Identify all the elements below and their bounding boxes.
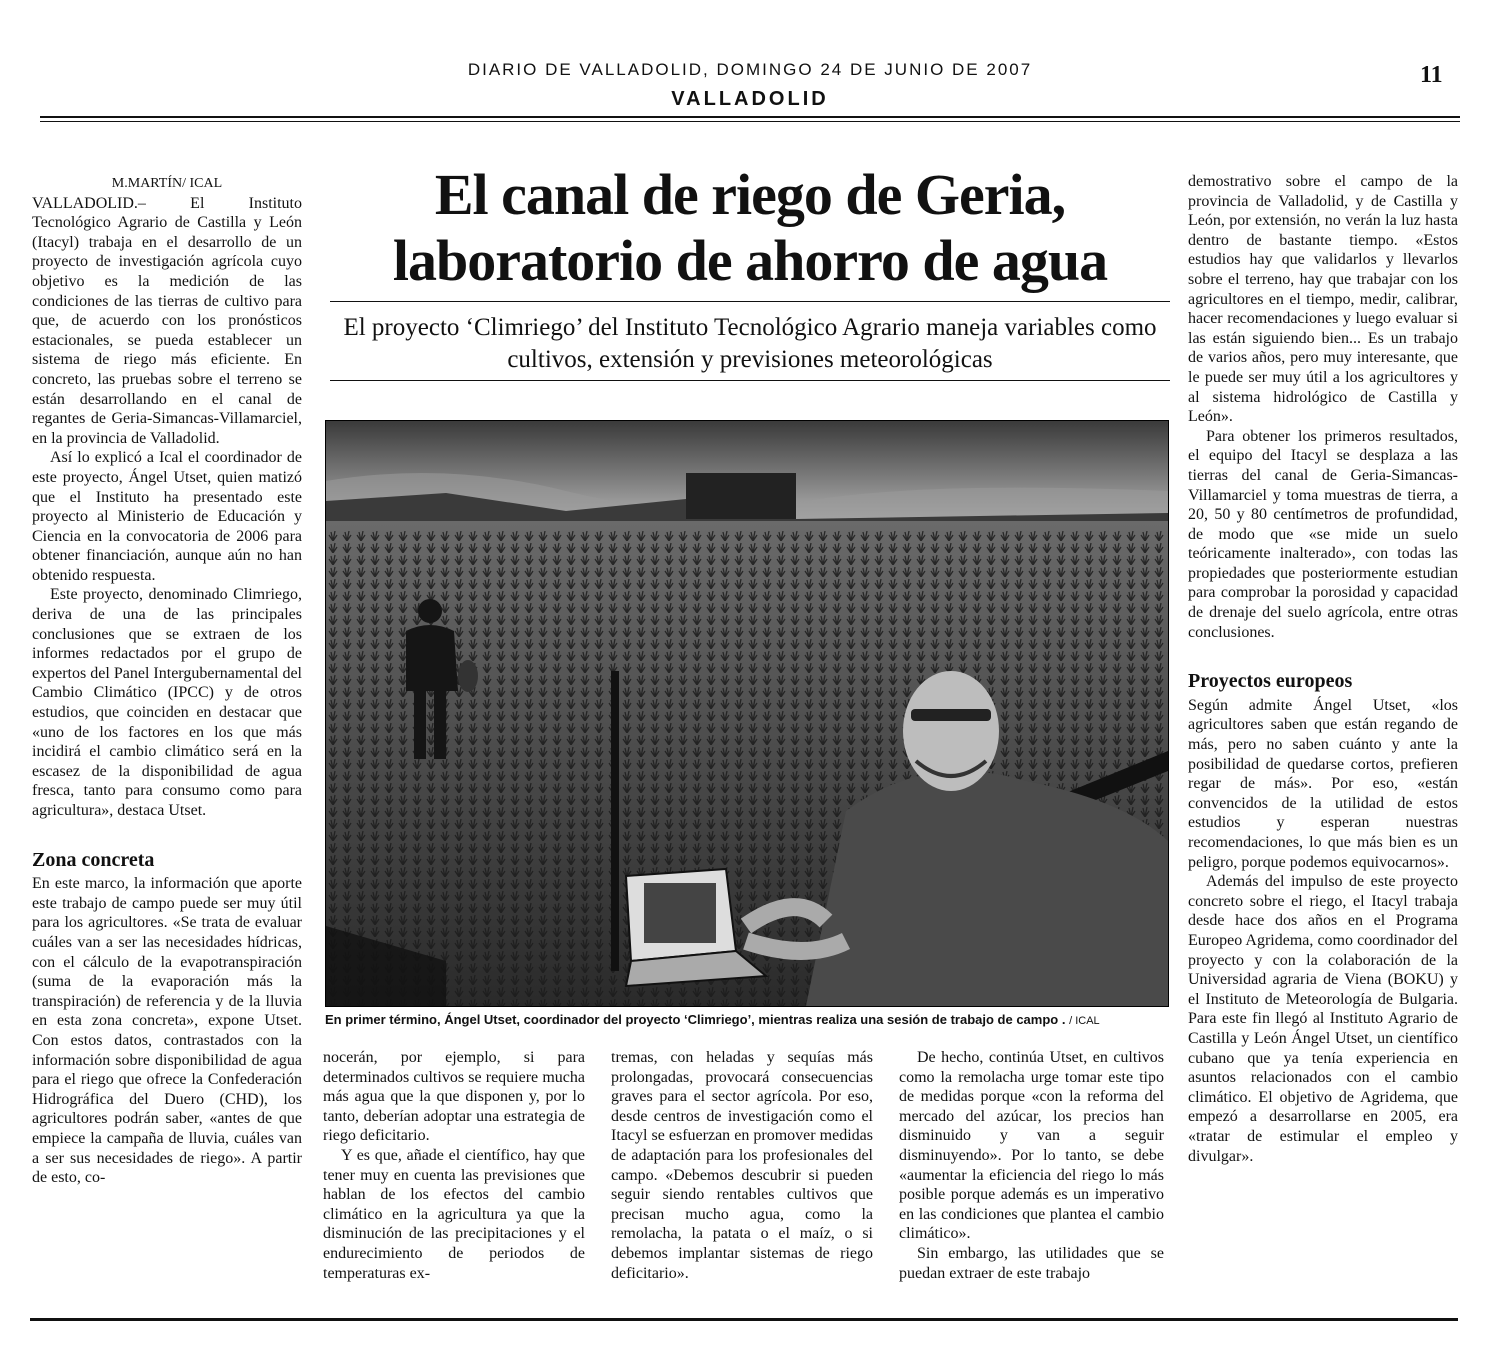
paragraph: En este marco, la información que aporte este trabajo de campo puede ser muy útil para los agricultores. «Se trata de evaluar cuáles van a ser las necesidades hídricas, con el cálculo de la evapotranspiración (suma de la evaporación más la transpiración) de referencia y de la lluvia en esta zona concreta», expone Utset. Con estos datos, contrastados con la información sobre disponibilidad de agua para el riego que ofrece la Confederación Hidrográfica del Duero (CHD), los agricultores podrán saber, «antes de que empiece la campaña de lluvia, cuáles van a ser sus necesidades de riego». A partir de esto, co- xyxy=(32,875,302,1187)
headline-line-1: El canal de riego de Geria, xyxy=(434,162,1066,227)
paragraph: De hecho, continúa Utset, en cultivos como la remolacha urge tomar este tipo de medidas porque «con la reforma del mercado del azúcar, los precios han disminuido y van a seguir disminuyendo». Por lo tanto, se debe «aumentar la eficiencia del riego lo más posible porque además es un imperativo en las condiciones que plantea el cambio climático». xyxy=(899,1049,1164,1243)
page-number: 11 xyxy=(1420,62,1443,88)
paragraph: Y es que, añade el científico, hay que tener muy en cuenta las previsiones que hablan de los efectos del cambio climático en la agricultura ya que la disminución de las precipitaciones y el endurecimiento de periodos de temperaturas ex- xyxy=(323,1146,585,1282)
column-3 xyxy=(611,1048,873,1283)
paragraph: demostrativo sobre el campo de la provincia de Valladolid, y de Castilla y León, por extensión, no verán la luz hasta dentro de bastante tiempo. «Estos estudios hay que validarlos y llevarlos sobre el terreno, hay que trabajar con los agricultores en el tiempo, medir, calibrar, hacer recomendaciones y luego evaluar si las están siguiendo bien... Es un trabajo de varios años, pero muy interesante, que le puede ser muy útil a los agricultores y al sistema hidrológico de Castilla y León». xyxy=(1188,173,1458,426)
masthead: DIARIO DE VALLADOLID, DOMINGO 24 DE JUNIO DE 2007 xyxy=(467,60,1033,79)
deck-rule-top xyxy=(330,301,1170,302)
paragraph: nocerán, por ejemplo, si para determinados cultivos se requiere mucha más agua que la que disponen y, por lo tanto, deberían adoptar una estrategia de riego deficitario. xyxy=(323,1049,585,1145)
headline xyxy=(330,162,1170,294)
column-5 xyxy=(1188,172,1458,1166)
article-photo xyxy=(325,420,1169,1007)
section-title: VALLADOLID xyxy=(671,88,829,110)
paragraph: Según admite Ángel Utset, «los agricultores saben que están regando de más, pero no saben cuánto y ante la posibilidad de quedarse cortos, prefieren regar de más». Por eso, «están convencidos de la utilidad de estos estudios y esperan nuestras recomendaciones, lo que más bien es un peligro, porque podemos equivocarnos». xyxy=(1188,696,1458,871)
byline: M.MARTÍN/ ICAL xyxy=(111,176,223,191)
paragraph: Sin embargo, las utilidades que se puedan extraer de este trabajo xyxy=(899,1244,1164,1282)
column-2 xyxy=(323,1048,585,1283)
headline-line-2: laboratorio de ahorro de agua xyxy=(392,228,1108,293)
paragraph: Además del impulso de este proyecto concreto sobre el riego, el Itacyl trabaja desde hace dos años en el Programa Europeo Agridema, como coordinador del proyecto y con la colaboración de la Universidad agraria de Viena (BOKU) y el Instituto de Meteorología de Bulgaria. Para este fin llegó al Instituto Agrario de Castilla y León Ángel Utset, un científico cubano que ya tenía experiencia en asuntos relacionados con el cambio climático. El objetivo de Agridema, que empezó a desarrollarse en 2005, era «tratar de estimular el empleo y divulgar». xyxy=(1188,873,1458,1165)
subheading-proyectos-europeos: Proyectos europeos xyxy=(1188,670,1353,693)
paragraph: Así lo explicó a Ical el coordinador de este proyecto, Ángel Utset, quien matizó que el Instituto ha presentado este proyecto al Ministerio de Educación y Ciencia en la convocatoria de 2006 para obtener financiación, aunque aún no han obtenido respuesta. xyxy=(32,449,302,584)
caption-text: En primer término, Ángel Utset, coordinador del proyecto ‘Climriego’, mientras realiza una sesión de trabajo de campo . xyxy=(325,1012,1066,1027)
field-photo-illustration xyxy=(326,421,1168,1006)
column-1 xyxy=(32,174,302,1188)
header-rule-top xyxy=(40,116,1460,118)
paragraph: Para obtener los primeros resultados, el equipo del Itacyl se desplaza a las tierras del canal de Geria-Simancas-Villamarciel y toma muestras de tierra, a 20, 50 y 80 centímetros de profundidad, de modo que «se mide un suelo teóricamente inalterado», con todas las propiedades que posteriormente estudian para comprobar la porosidad y capacidad de drenaje del suelo agrícola, entre otras conclusiones. xyxy=(1188,427,1458,641)
deck-rule-bottom xyxy=(330,380,1170,381)
deck: El proyecto ‘Climriego’ del Instituto Tecnológico Agrario maneja variables como cultivos, extensión y previsiones meteorológicas xyxy=(343,314,1157,373)
paragraph: tremas, con heladas y sequías más prolongadas, provocará consecuencias graves para el sector agrícola. Por eso, desde centros de investigación como el Itacyl se esfuerzan en promover medidas de adaptación para los profesionales del campo. «Debemos descubrir si pueden seguir siendo rentables cultivos que precisan mucho agua, como la remolacha, la patata o el maíz, o si debemos implantar sistemas de riego deficitario». xyxy=(611,1049,873,1282)
photo-caption xyxy=(325,1012,1167,1027)
column-4 xyxy=(899,1048,1164,1283)
header-rule-bottom xyxy=(40,121,1460,122)
subheading-zona-concreta: Zona concreta xyxy=(32,848,155,871)
photo-credit: / ICAL xyxy=(1069,1015,1100,1027)
bottom-rule xyxy=(30,1318,1458,1321)
paragraph: VALLADOLID.– El Instituto Tecnológico Agrario de Castilla y León (Itacyl) trabaja en el desarrollo de un proyecto de investigación agrícola cuyo objetivo es la medición de las condiciones de las tierras de cultivo para que, de acuerdo con los pronósticos estacionales, se pueda establecer un sistema de riego más eficiente. En concreto, las pruebas sobre el terreno se están desarrollando en el canal de regantes de Geria-Simancas-Villamarciel, en la provincia de Valladolid. xyxy=(32,194,302,447)
paragraph: Este proyecto, denominado Climriego, deriva de una de las principales conclusiones que se extraen de los informes redactados por el grupo de expertos del Panel Intergubernamental del Cambio Climático (IPCC) y de otros estudios, que coinciden en destacar que «uno de los factores en los que más incidirá el cambio climático será en la escasez de la disponibilidad de agua fresca, tanto para consumo como para agricultura», destaca Utset. xyxy=(32,586,302,819)
